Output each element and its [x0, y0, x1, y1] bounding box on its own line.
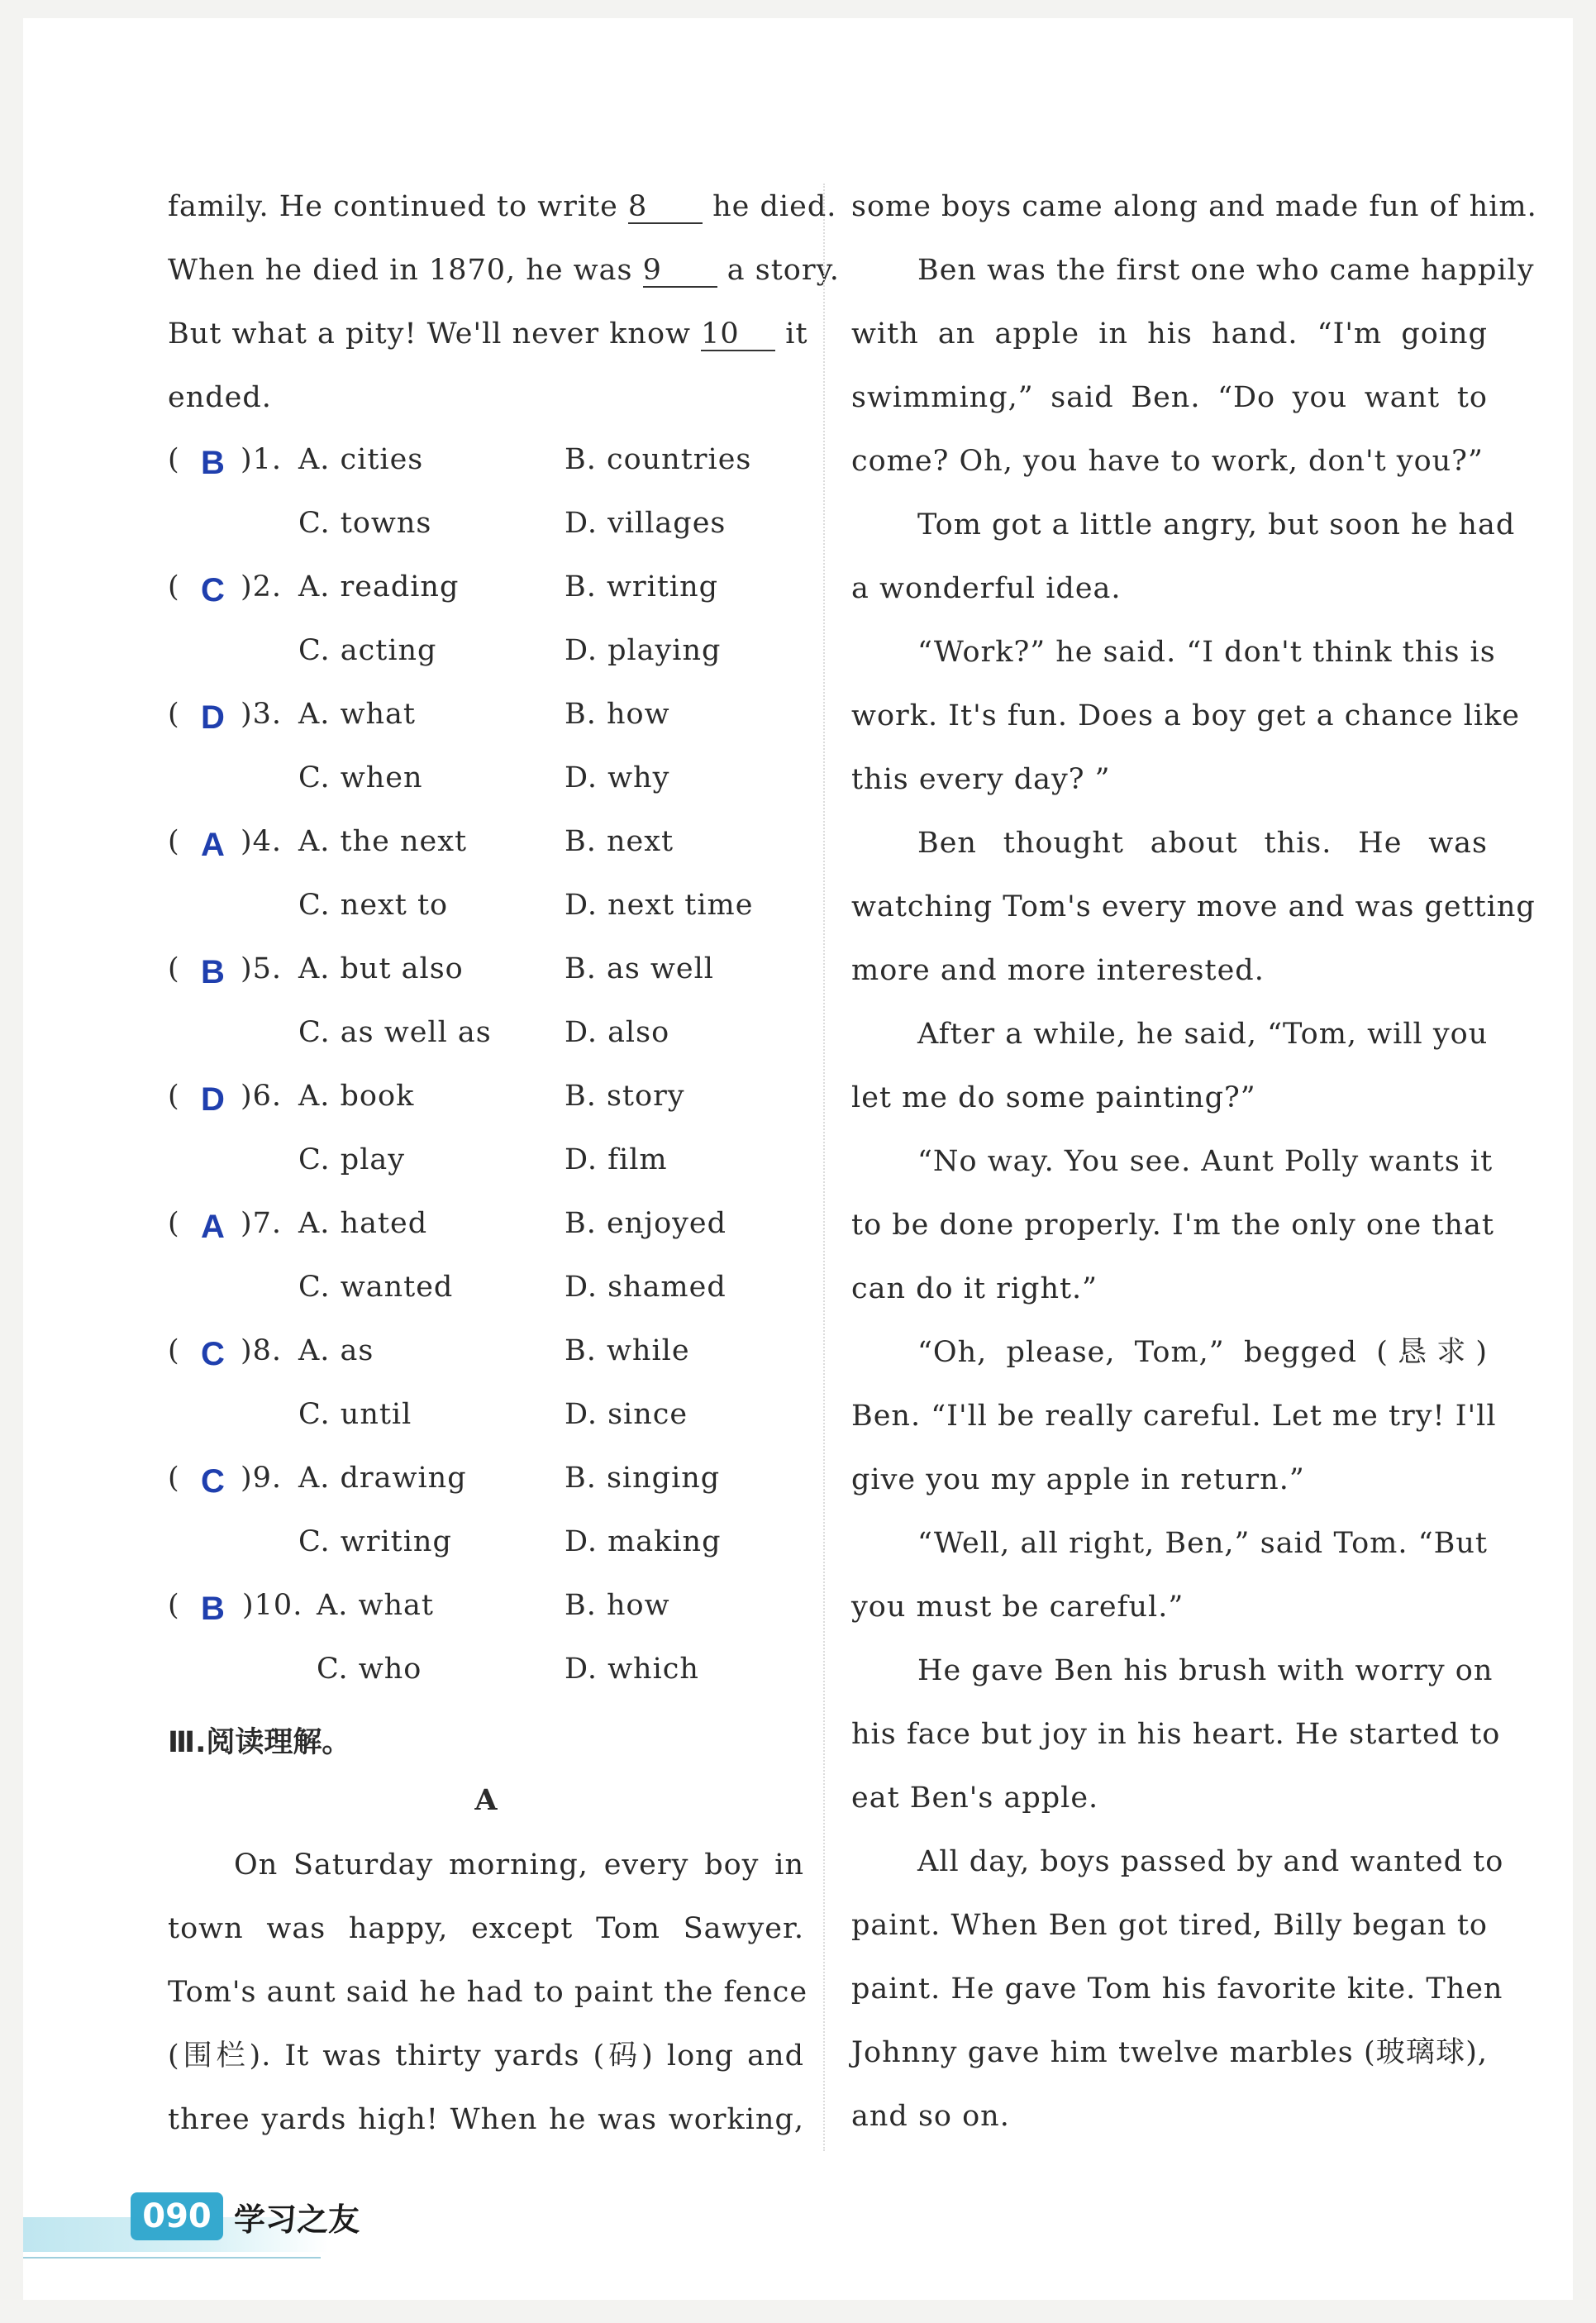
- passage-line: After a while, he said, “Tom, will you: [917, 1018, 1489, 1051]
- option-d: D. shamed: [565, 1271, 727, 1304]
- option-a: A. reading: [298, 570, 460, 603]
- passage-line: Johnny gave him twelve marbles (玻璃球),: [851, 2036, 1488, 2069]
- question-8: ( C )8. A. as B. while C. until D. since: [168, 1334, 690, 1431]
- option-c: C. play: [298, 1143, 406, 1176]
- passage-line: Tom got a little angry, but soon he had: [917, 508, 1516, 541]
- passage-line: you must be careful.”: [851, 1591, 1184, 1624]
- page-footer: [23, 2184, 370, 2259]
- passage-line: On Saturday morning, every boy in: [234, 1848, 804, 1882]
- option-b: B. writing: [565, 570, 719, 603]
- passage-line: work. It's fun. Does a boy get a chance like: [851, 699, 1521, 732]
- option-c: C. as well as: [298, 1016, 492, 1049]
- passage-line: to be done properly. I'm the only one that: [851, 1209, 1494, 1242]
- passage-line: with an apple in his hand. “I'm going: [851, 317, 1488, 351]
- option-c: C. when: [298, 761, 423, 794]
- passage-line: paint. He gave Tom his favorite kite. Then: [851, 1972, 1503, 2006]
- option-d: D. since: [565, 1398, 688, 1431]
- answer-mark: B: [201, 954, 226, 990]
- option-c: C. until: [298, 1398, 412, 1431]
- question-5: ( B )5. A. but also B. as well C. as well as D. also: [168, 952, 714, 1049]
- answer-mark: D: [201, 1081, 226, 1118]
- option-b: B. how: [565, 1589, 670, 1622]
- passage-line: Tom's aunt said he had to paint the fence: [168, 1976, 808, 2009]
- option-d: D. next time: [565, 889, 754, 922]
- option-a: A. book: [298, 1080, 415, 1113]
- passage-line: let me do some painting?”: [851, 1081, 1256, 1114]
- passage-line: and so on.: [851, 2100, 1010, 2133]
- passage-label: A: [474, 1783, 498, 1817]
- option-a: A. cities: [298, 443, 424, 476]
- passage-line: come? Oh, you have to work, don't you?”: [851, 445, 1484, 478]
- passage-line: town was happy, except Tom Sawyer.: [168, 1912, 804, 1945]
- option-a: A. as: [298, 1334, 374, 1367]
- question-3: ( D )3. A. what B. how C. when D. why: [168, 698, 670, 794]
- cloze-line: ended.: [168, 381, 272, 414]
- answer-mark: C: [201, 1336, 226, 1372]
- option-d: D. film: [565, 1143, 668, 1176]
- option-b: B. enjoyed: [565, 1207, 727, 1240]
- option-d: D. which: [565, 1653, 699, 1686]
- passage-line: some boys came along and made fun of him.: [851, 190, 1537, 223]
- passage-line: Ben was the first one who came happily: [917, 254, 1535, 287]
- option-c: C. wanted: [298, 1271, 454, 1304]
- passage-line: three yards high! When he was working,: [168, 2103, 804, 2136]
- question-4: ( A )4. A. the next B. next C. next to D. next time: [168, 825, 754, 922]
- passage-line: more and more interested.: [851, 954, 1265, 987]
- option-a: A. hated: [298, 1207, 428, 1240]
- passage-line: Ben. “I'll be really careful. Let me try! I'll: [851, 1400, 1497, 1433]
- option-d: D. also: [565, 1016, 670, 1049]
- option-a: A. the next: [298, 825, 468, 858]
- answer-mark: A: [201, 827, 226, 863]
- passage-line: watching Tom's every move and was getting: [851, 890, 1536, 923]
- answer-mark: B: [201, 445, 226, 481]
- answer-mark: C: [201, 572, 226, 608]
- option-c: C. who: [317, 1653, 422, 1686]
- option-a: A. drawing: [298, 1462, 467, 1495]
- page-number: 090: [131, 2192, 223, 2240]
- answer-mark: C: [201, 1463, 226, 1500]
- answer-mark: D: [201, 699, 226, 736]
- passage-line: He gave Ben his brush with worry on: [917, 1654, 1494, 1687]
- workbook-page: [23, 18, 1573, 2300]
- option-a: A. but also: [298, 952, 464, 985]
- passage-line: can do it right.”: [851, 1272, 1098, 1305]
- passage-line: paint. When Ben got tired, Billy began to: [851, 1909, 1488, 1942]
- question-9: ( C )9. A. drawing B. singing C. writing D. making: [168, 1462, 722, 1558]
- option-b: B. story: [565, 1080, 685, 1113]
- option-c: C. towns: [298, 507, 432, 540]
- cloze-line: But what a pity! We'll never know 10 it: [168, 317, 808, 351]
- option-c: C. writing: [298, 1525, 452, 1558]
- passage-line: give you my apple in return.”: [851, 1463, 1305, 1496]
- option-c: C. next to: [298, 889, 449, 922]
- question-6: ( D )6. A. book B. story C. play D. film: [168, 1080, 685, 1176]
- passage-line: swimming,” said Ben. “Do you want to: [851, 381, 1488, 414]
- option-b: B. singing: [565, 1462, 721, 1495]
- answer-mark: B: [201, 1591, 226, 1627]
- option-b: B. while: [565, 1334, 690, 1367]
- option-b: B. how: [565, 698, 670, 731]
- passage-line: “Oh, please, Tom,” begged (恳求): [917, 1336, 1488, 1369]
- question-10: ( B )10. A. what B. how C. who D. which: [168, 1589, 699, 1686]
- passage-line: his face but joy in his heart. He started to: [851, 1718, 1501, 1751]
- option-d: D. making: [565, 1525, 722, 1558]
- option-a: A. what: [317, 1589, 434, 1622]
- option-d: D. villages: [565, 507, 727, 540]
- passage-line: (围栏). It was thirty yards (码) long and: [168, 2039, 804, 2073]
- passage-line: this every day? ”: [851, 763, 1111, 796]
- blank-9: 9: [643, 255, 717, 288]
- answer-mark: A: [201, 1209, 226, 1245]
- option-b: B. next: [565, 825, 674, 858]
- passage-line: “Work?” he said. “I don't think this is: [917, 636, 1496, 669]
- cloze-line: When he died in 1870, he was 9 a story.: [168, 254, 840, 287]
- blank-10: 10: [701, 318, 775, 351]
- column-divider: [823, 184, 825, 2151]
- blank-8: 8: [628, 191, 703, 224]
- option-d: D. why: [565, 761, 670, 794]
- option-d: D. playing: [565, 634, 722, 667]
- question-1: ( B )1. A. cities B. countries C. towns D. villages: [168, 443, 752, 540]
- option-b: B. as well: [565, 952, 714, 985]
- section-title: Ⅲ.阅读理解。: [168, 1726, 351, 1759]
- option-a: A. what: [298, 698, 416, 731]
- book-title: 学习之友: [234, 2201, 360, 2238]
- passage-line: “Well, all right, Ben,” said Tom. “But: [917, 1527, 1488, 1560]
- passage-line: “No way. You see. Aunt Polly wants it: [917, 1145, 1494, 1178]
- passage-line: a wonderful idea.: [851, 572, 1122, 605]
- question-7: ( A )7. A. hated B. enjoyed C. wanted D. shamed: [168, 1207, 727, 1304]
- footer-rule: [23, 2257, 321, 2259]
- option-b: B. countries: [565, 443, 752, 476]
- passage-line: All day, boys passed by and wanted to: [917, 1845, 1504, 1878]
- question-2: ( C )2. A. reading B. writing C. acting D. playing: [168, 570, 722, 667]
- option-c: C. acting: [298, 634, 437, 667]
- passage-line: Ben thought about this. He was: [917, 827, 1488, 860]
- passage-line: eat Ben's apple.: [851, 1782, 1099, 1815]
- cloze-line: family. He continued to write 8 he died.: [168, 190, 837, 223]
